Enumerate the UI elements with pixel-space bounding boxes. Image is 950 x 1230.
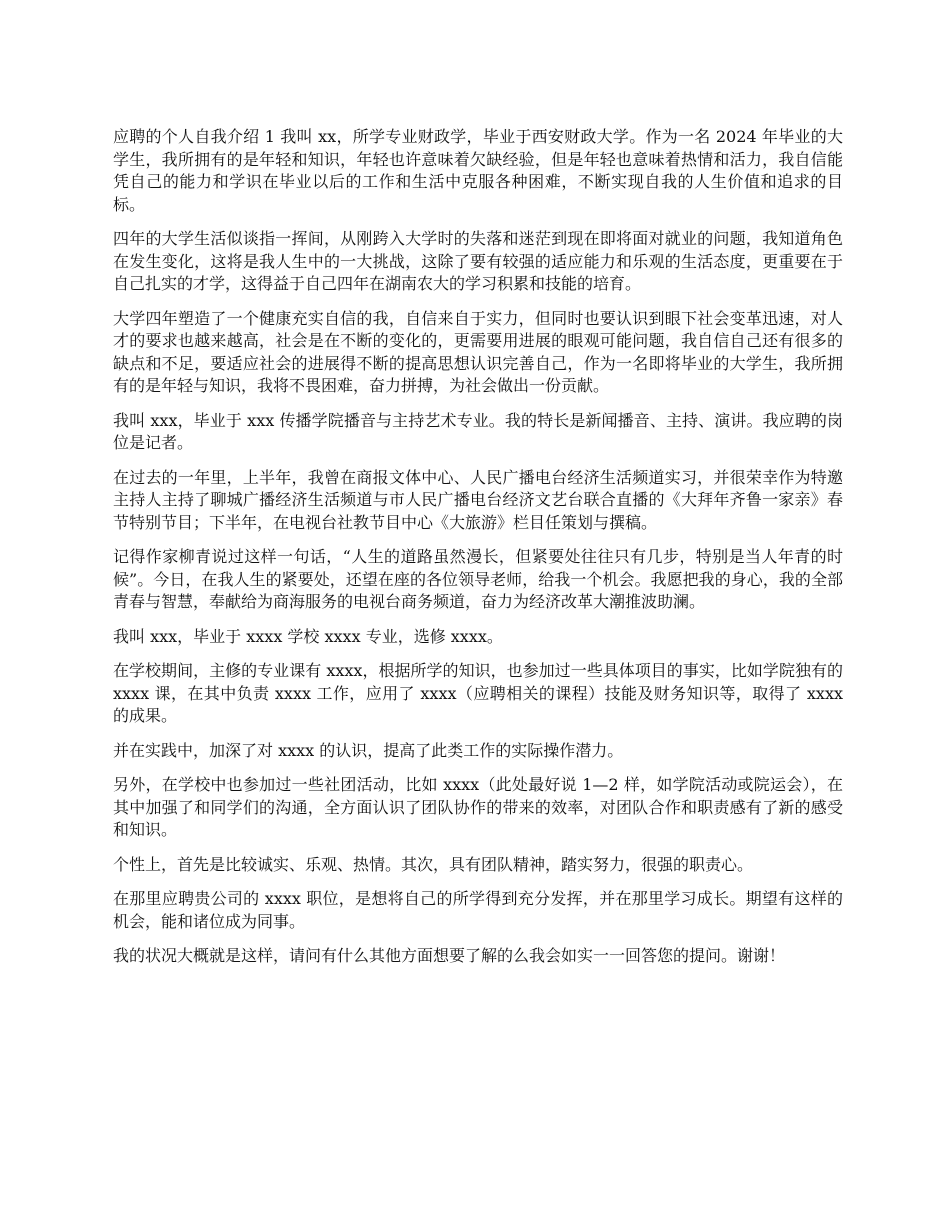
paragraph-practice: 并在实践中，加深了对 xxxx 的认识，提高了此类工作的实际操作潜力。: [113, 740, 624, 760]
paragraph-intro: 应聘的个人自我介绍 1 我叫 xx，所学专业财政学，毕业于西安财政大学。作为一名 2024 年毕业的大学生，我所拥有的是年轻和知识，年轻也许意味着欠缺经验，但是年轻也意味着热情和活力，我自信能凭自己的能力和学识在毕业以后的工作和生活中克服各种困难，不断实现自我的人生价值和追求的目标。: [113, 127, 843, 214]
paragraph-broadcasting-intro: 我叫 xxx，毕业于 xxx 传播学院播音与主持艺术专业。我的特长是新闻播音、主持、演讲。我应聘的岗位是记者。: [113, 410, 843, 452]
document-body: [113, 126, 843, 980]
paragraph-closing: 我的状况大概就是这样，请问有什么其他方面想要了解的么我会如实一一回答您的提问。谢谢！: [113, 946, 786, 965]
paragraph-personality: 个性上，首先是比较诚实、乐观、热情。其次，具有团队精神，踏实努力，很强的职责心。: [113, 854, 754, 874]
paragraph-confidence: 大学四年塑造了一个健康充实自信的我，自信来自于实力，但同时也要认识到眼下社会变革迅速，对人才的要求也越来越高，社会是在不断的变化的，更需要用进展的眼观可能问题，我自信自己还有很多的缺点和不足，要适应社会的进展得不断的提高思想认识完善自己，作为一名即将毕业的大学生，我所拥有的是年轻与知识，我将不畏困难，奋力拼搏，为社会做出一份贡献。: [113, 308, 843, 395]
paragraph-quote: 记得作家柳青说过这样一句话，“人生的道路虽然漫长，但紧要处往往只有几步，特别是当人年青的时候”。今日，在我人生的紧要处，还望在座的各位领导老师，给我一个机会。我愿把我的身心，我的全部青春与智慧，奉献给为商海服务的电视台商务频道，奋力为经济改革大潮推波助澜。: [113, 547, 843, 611]
paragraph-template-intro: 我叫 xxx，毕业于 xxxx 学校 xxxx 专业，选修 xxxx。: [113, 626, 503, 646]
paragraph-courses: 在学校期间，主修的专业课有 xxxx，根据所学的知识，也参加过一些具体项目的事实，比如学院独有的 xxxx 课，在其中负责 xxxx 工作，应用了 xxxx（应聘相关的课程）技能及财务知识等，取得了 xxxx 的成果。: [113, 661, 843, 725]
paragraph-university-life: 四年的大学生活似谈指一挥间，从刚跨入大学时的失落和迷茫到现在即将面对就业的问题，我知道角色在发生变化，这将是我人生中的一大挑战，这除了要有较强的适应能力和乐观的生活态度，更重要在于自己扎实的才学，这得益于自己四年在湖南农大的学习积累和技能的培育。: [113, 229, 843, 293]
paragraph-motivation: 在那里应聘贵公司的 xxxx 职位，是想将自己的所学得到充分发挥，并在那里学习成长。期望有这样的机会，能和诸位成为同事。: [113, 889, 843, 931]
paragraph-internship: 在过去的一年里，上半年，我曾在商报文体中心、人民广播电台经济生活频道实习，并很荣幸作为特邀主持人主持了聊城广播经济生活频道与市人民广播电台经济文艺台联合直播的《大拜年齐鲁一家亲》春节特别节目；下半年，在电视台社教节目中心《大旅游》栏目任策划与撰稿。: [113, 467, 843, 532]
paragraph-activities: 另外，在学校中也参加过一些社团活动，比如 xxxx（此处最好说 1—2 样，如学院活动或院运会），在其中加强了和同学们的沟通，全方面认识了团队协作的带来的效率，对团队合作和职责感有了新的感受和知识。: [113, 775, 843, 839]
